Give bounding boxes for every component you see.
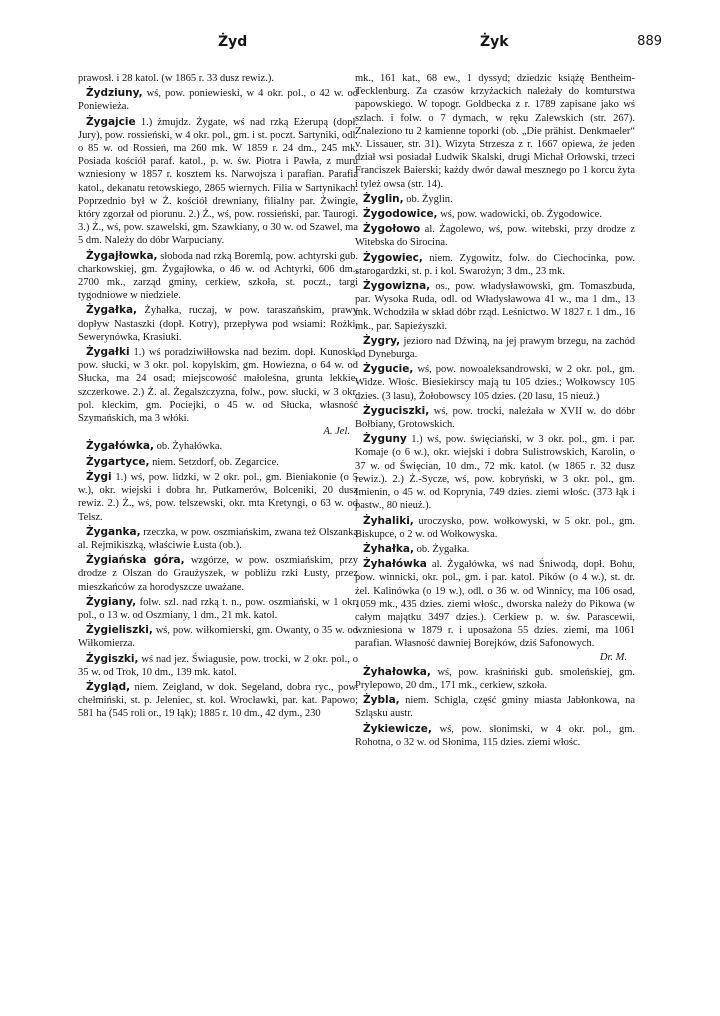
entry-text: os., pow. władysławowski, gm. Tomaszbuda, par. Wysoka Ruda, odl. od Władysławowa 41 w., ma 1 dm., 13 mk. Wchodziła w skład dóbr rząd. Leśnictwo. W 1827 r. 1 dm., 16 mk., par. Sapieżyszki. xyxy=(355,281,635,332)
entry-headword: Żykiewicze, xyxy=(363,722,432,735)
dictionary-entry xyxy=(78,87,358,113)
dictionary-entry xyxy=(355,433,635,512)
entry-text: wś, pow. wiłkomierski, gm. Owanty, o 35 w. od Wiłkomierza. xyxy=(78,625,358,650)
dictionary-entry xyxy=(355,694,635,720)
entry-headword: Żygołowo xyxy=(363,223,421,236)
running-head-right-word: Żyk xyxy=(480,34,509,50)
entry-text: niem. Setzdorf, ob. Zegarcice. xyxy=(149,456,279,468)
dictionary-entry xyxy=(78,72,358,85)
entry-text: rzeczka, w pow. oszmiańskim, zwana też Olszanką al. Rejmikiszką, właściwie Łusta (ob.). xyxy=(78,526,358,551)
dictionary-entry xyxy=(78,304,358,344)
dictionary-entry xyxy=(355,515,635,541)
dictionary-entry xyxy=(355,543,635,556)
entry-headword: Żygowiec, xyxy=(363,251,423,264)
dictionary-entry xyxy=(78,440,358,453)
entry-text: uroczysko, pow. wołkowyski, w 5 okr. pol., gm. Biskupce, o 2 w. od Wołkowyska. xyxy=(355,515,635,540)
dictionary-entry xyxy=(78,653,358,679)
dictionary-entry xyxy=(78,250,358,303)
entry-headword: Żygowizna, xyxy=(363,280,431,293)
entry-headword: Żygajcie xyxy=(86,115,136,128)
entry-text: al. Żygałówka, wś nad Śniwodą, dopł. Bohu, pow. winnicki, okr. pol., gm. i par. katol. Pików (o 4 w.), st. dr. żel. Kalinówka (o 19 w.), odl. o 36 w. od Winnicy, ma 106 osad, 1059 mk., 435 dzies. ziemi włośc., dworska należy do Pikowa (w całym majątku 3497 dzies.). Cerkiew p. w. św. Parascewii, wzniesiona w 1879 r. i uposażona 55 dzies. ziemi, ma 1061 parafian. Własność dawniej Borejków, dziś Safonowych. xyxy=(355,559,635,650)
entry-headword: Żygry, xyxy=(363,334,401,347)
dictionary-entry xyxy=(78,456,358,469)
entry-text: 1.) żmujdz. Żygate, wś nad rzką Eżerupą (dopł. Jury), pow. rossieński, w 4 okr. pol., gm. i st. poczt. Sartyniki, odl. o 85 w. od Rossień, ma 260 mk. W 1859 r. 24 dm., 245 mk. Posiada kościół paraf. katol., p. w. św. Piotra i Pawła, z muru wzniesiony w 1857 r. kosztem ks. Narwojsza i parafian. Parafia katol., dekanatu retowskiego, 2865 wiernych. Filia w Sartynikach. Poprzednio był w Ż. kościół drewniany, filialny par. Żwingie, który zgorzał od piorunu. 2.) Ż., wś, pow. rossieński, par. Taurogi. 3.) Ż., wś, pow. szawelski, gm. Szawkiany, o 30 w. od Szawel, ma 5 dm. Należy do dóbr Warpuciany. xyxy=(78,116,358,247)
entry-text: 1.) wś poradziwiłłowska nad bezim. dopł. Kunoski, pow. słucki, w 3 okr. pol. kopylskim, gm. Howiezna, o 64 w. od Słucka, ma 24 osad; miejscowość małoleśna, grunta lekkie, szczerkowe. 2.) Ż. al. Żegalszczyzna, folw., pow. słucki, w 3 okr. pol. kleckim, gm. Pociejki, o 45 w. od Słucka, własność Szymańskich, ma 3 włóki. xyxy=(78,347,358,425)
entry-text: słoboda nad rzką Boremlą, pow. achtyrski gub. charkowskiej, gm. Żygajłowka, o 46 w. od Achtyrki, 606 dm., 2700 mk., zarząd gminy, cerkiew, szkoła, st. poczt., targi tygodniowe w niedziele. xyxy=(78,250,358,302)
left-column xyxy=(78,72,358,948)
dictionary-entry xyxy=(355,666,635,692)
dictionary-entry xyxy=(355,223,635,249)
entry-text: Żyhałka, ruczaj, w pow. taraszańskim, prawy dopływ Nastaszki (dopł. Kotry), przepływa pod wsiami: Rożki, Sewerynówka, Krasiuki. xyxy=(78,305,358,343)
entry-text: wś nad jez. Świagusie, pow. trocki, w 2 okr. pol., o 35 w. od Trok, 10 dm., 139 mk. katol. xyxy=(78,653,358,678)
dictionary-entry xyxy=(355,252,635,278)
entry-text: 1.) wś, pow. lidzki, w 2 okr. pol., gm. Bieniakonie (o 5 w.), okr. wiejski i dobra hr. Putkamerów, Bolceniki, 20 dusz rewiz. 2.) Ż., wś, pow. telszewski, okr. mta Kretyngi, o 63 w. od Telsz. xyxy=(78,471,358,523)
dictionary-entry xyxy=(78,624,358,650)
entry-headword: Żygi xyxy=(86,470,112,483)
entry-text: ob. Żyglin. xyxy=(403,193,453,205)
entry-text: folw. szl. nad rzką t. n., pow. oszmiański, w 1 okr. pol., o 13 w. od Oszmiany, 1 dm., 21 mk. katol. xyxy=(78,596,358,621)
dictionary-entry xyxy=(355,72,635,191)
entry-headword: Żyganka, xyxy=(86,525,141,538)
entry-headword: Żygałówka, xyxy=(86,440,154,453)
entry-text: 1.) wś, pow. święciański, w 3 okr. pol., gm. i par. Komaje (o 6 w.), okr. wiejski i dobra Sulistrowskich, Karolin, o 37 w. od Święcian, 10 dm., 72 mk. katol. (w 1865 r. 32 dusz rewiz.). 2.) Ż.-Sycze, wś, pow. kobryński, w 3 okr. pol., gm. Imienin, o 45 w. od Koprynia, 749 dzies. ziemi włośc. (373 łąk i pastw., 80 nieuż.). xyxy=(355,434,635,512)
dictionary-entry xyxy=(355,558,635,664)
running-head-left-word: Żyd xyxy=(218,34,248,50)
entry-headword: Żyguciszki, xyxy=(363,404,430,417)
entry-author-signature: Dr. M. xyxy=(599,651,627,663)
entry-headword: Żygląd, xyxy=(86,680,131,693)
dictionary-entry xyxy=(355,335,635,361)
dictionary-entry xyxy=(78,554,358,594)
entry-text: al. Żagolewo, wś, pow. witebski, przy drodze z Witebska do Sirocina. xyxy=(355,224,635,249)
entry-text: niem. Schigla, część gminy miasta Jabłonkowa, na Szląsku austr. xyxy=(355,695,635,720)
entry-headword: Żybla, xyxy=(363,694,400,707)
right-column xyxy=(355,72,635,948)
entry-text: ob. Żyhałówka. xyxy=(153,441,223,453)
entry-headword: Żygiszki, xyxy=(86,652,139,665)
entry-headword: Żyhałówka xyxy=(363,558,427,571)
dictionary-entry xyxy=(355,208,635,221)
dictionary-entry xyxy=(355,723,635,749)
entry-text: mk., 161 kat., 68 ew., 1 dyssyd; dziedzic książę Bentheim-Tecklenburg. Za czasów krzyżackich należały do komturstwa papowskiego. W topogr. Goldbecka z r. 1789 zapisane jako wś szlach. i folw. o 7 dymach, w ręku Zalewskich (str. 267). Znaleziono tu 2 kamienne toporki (ob. „Die prähist. Denkmaeler“ v. Lissauer, str. 31). Wizyta Strzesza z r. 1667 opiewa, że jeden dział wsi posiadał Ludwik Skalski, drugi Michał Orłowski, trzeci Franciszek Baierski; każdy dwór dawał mesznego po 1 korcu żyta i tyleż owsa (str. 14). xyxy=(355,73,635,190)
entry-text: wś, pow. trocki, należała w XVII w. do dóbr Bołbiany, Grotowskich. xyxy=(355,405,635,431)
entry-text: prawosł. i 28 katol. (w 1865 r. 33 dusz rewiz.). xyxy=(78,73,274,84)
entry-headword: Żyhałowka, xyxy=(363,665,431,678)
dictionary-entry xyxy=(78,596,358,622)
dictionary-entry xyxy=(78,681,358,721)
entry-text: wzgórze, w pow. oszmiańskim, przy drodze z Olszan do Graużyszek, w pobliżu rzki Łusty, przez mieszkańców za horodyszcze uważane. xyxy=(78,555,358,593)
dictionary-entry xyxy=(355,405,635,431)
entry-headword: Żygajłowka, xyxy=(86,249,158,262)
entry-text: wś, pow. nowoaleksandrowski, w 2 okr. pol., gm. Widze. Włośc. Biesiekirscy mają tu 105 dzies.; Wołkowscy 105 dzies. (3 lasu), Żołobowscy 105 dzies. (20 lasu, 15 nieuż.) xyxy=(355,364,635,402)
entry-headword: Żygałki xyxy=(86,346,130,359)
entry-text: wś, pow. wadowicki, ob. Żygodowice. xyxy=(437,209,602,221)
entry-text: wś, pow. słonimski, w 4 okr. pol., gm. Rohotna, o 32 w. od Słonima, 115 dzies. ziemi włośc. xyxy=(355,723,635,748)
entry-text: niem. Zygowitz, folw. do Ciechocinka, pow. starogardzki, st. p. i kol. Swarożyn; 3 dm., 23 mk. xyxy=(355,252,635,277)
dictionary-entry xyxy=(78,471,358,524)
dictionary-entry xyxy=(355,280,635,333)
entry-headword: Żygiańska góra, xyxy=(86,554,185,567)
entry-headword: Żygartyce, xyxy=(86,455,150,468)
entry-headword: Żygucie, xyxy=(363,363,414,376)
entry-headword: Żygiany, xyxy=(86,595,137,608)
entry-headword: Żyhaliki, xyxy=(363,514,414,527)
entry-text: wś, pow. kraśniński gub. smoleńskiej, gm. Prylepowo, 20 dm., 171 mk., cerkiew, szkoła. xyxy=(355,666,635,691)
entry-headword: Żyguny xyxy=(363,433,407,446)
entry-headword: Żygodowice, xyxy=(363,208,438,221)
entry-headword: Żyhałka, xyxy=(363,542,414,555)
dictionary-entry xyxy=(78,116,358,248)
entry-text: ob. Żygałka. xyxy=(413,543,470,555)
entry-headword: Żyglin, xyxy=(363,192,404,205)
dictionary-entry xyxy=(355,363,635,403)
entry-headword: Żygieliszki, xyxy=(86,624,153,637)
page-number: 889 xyxy=(637,34,662,49)
entry-text: wś, pow. poniewieski, w 4 okr. pol., o 42 w. od Poniewieża. xyxy=(78,88,358,113)
dictionary-entry xyxy=(78,346,358,438)
entry-headword: Żydziuny, xyxy=(86,87,143,100)
dictionary-entry xyxy=(355,193,635,206)
entry-headword: Żygałka, xyxy=(86,304,138,317)
running-head xyxy=(80,34,662,56)
entry-text: niem. Zeigland, w dok. Segeland, dobra ryc., pow. chełmiński, st. p. Jeleniec, st. kol. Wrocławki, par. kat. Papowo; 581 ha (545 roli or., 19 łąk); 1885 r. 10 dm., 42 dym., 230 xyxy=(78,681,358,720)
entry-text: jezioro nad Dźwiną, na jej prawym brzegu, na zachód od Dyneburga. xyxy=(355,335,635,361)
entry-author-signature: A. Jel. xyxy=(323,426,350,438)
dictionary-entry xyxy=(78,526,358,552)
